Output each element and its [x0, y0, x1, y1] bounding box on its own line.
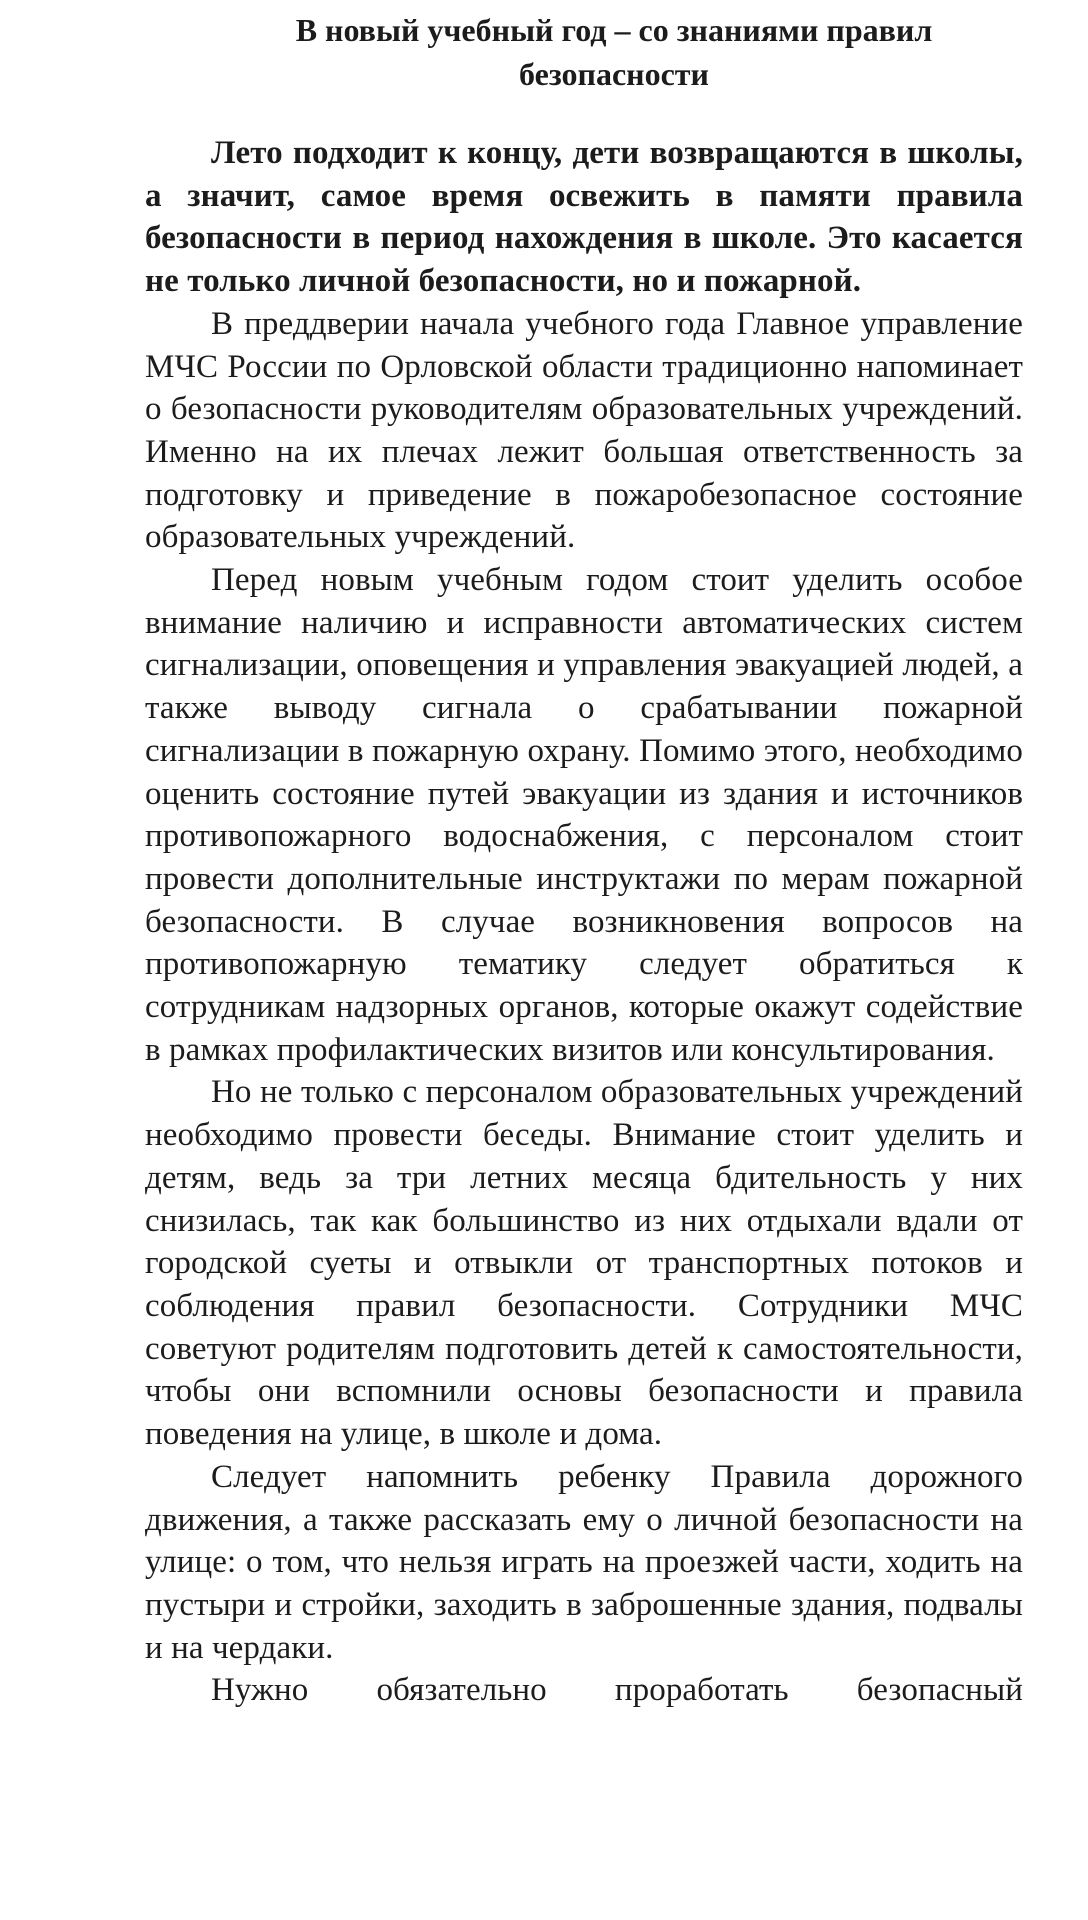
body-paragraph: Следует напомнить ребенку Правила дорожного движения, а также рассказать ему о личной безопасности на улице: о том, что нельзя играть на проезжей части, ходить на пустыри и стройки, заходить в заброшенные здания, подвалы и на чердаки. — [145, 1458, 1023, 1666]
document-page — [145, 8, 1023, 1712]
document-title: В новый учебный год – со знаниями правил безопасности — [295, 12, 933, 92]
body-paragraph: Нужно обязательно проработать безопасный — [211, 1672, 1023, 1709]
body-paragraph: Перед новым учебным годом стоит уделить особое внимание наличию и исправности автоматических систем сигнализации, оповещения и управления эвакуацией людей, а также выводу сигнала о срабатывании пожарной сигнализации в пожарную охрану. Помимо этого, необходимо оценить состояние путей эвакуации из здания и источников противопожарного водоснабжения, с персоналом стоит провести дополнительные инструктажи по мерам пожарной безопасности. В случае возникновения вопросов на противопожарную тематику следует обратиться к сотрудникам надзорных органов, которые окажут содействие в рамках профилактических визитов или консультирования. — [145, 562, 1023, 1068]
body-paragraph: В преддверии начала учебного года Главное управление МЧС России по Орловской области традиционно напоминает о безопасности руководителям образовательных учреждений. Именно на их плечах лежит большая ответственность за подготовку и приведение в пожаробезопасное состояние образовательных учреждений. — [145, 305, 1023, 556]
lead-paragraph: Лето подходит к концу, дети возвращаются в школы, а значит, самое время освежить в памяти правила безопасности в период нахождения в школе. Это касается не только личной безопасности, но и пожарной. — [145, 135, 1023, 300]
body-paragraph: Но не только с персоналом образовательных учреждений необходимо провести беседы. Внимание стоит уделить и детям, ведь за три летних месяца бдительность у них снизилась, так как большинство из них отдыхали вдали от городской суеты и отвыкли от транспортных потоков и соблюдения правил безопасности. Сотрудники МЧС советуют родителям подготовить детей к самостоятельности, чтобы они вспомнили основы безопасности и правила поведения на улице, в школе и дома. — [145, 1074, 1023, 1453]
